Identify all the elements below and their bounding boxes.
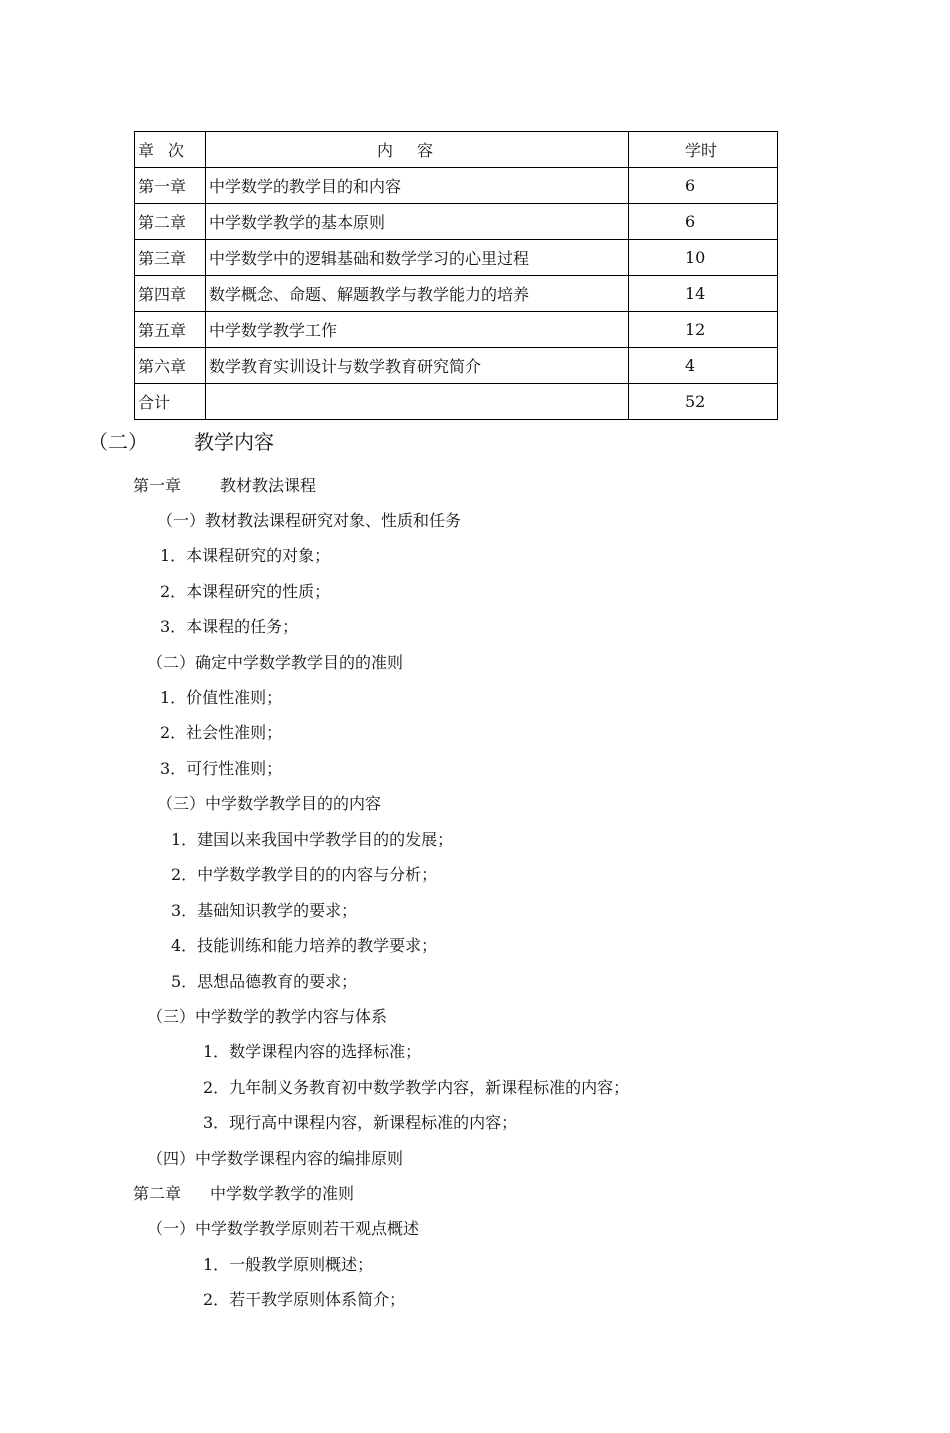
outline-item-text: （一）教材教法课程研究对象、性质和任务 [157, 511, 462, 530]
outline-item-text: 2．若干教学原则体系简介； [203, 1290, 406, 1309]
cell-hours: 4 [629, 348, 778, 384]
cell-chapter: 第一章 [135, 168, 206, 204]
table-row [135, 276, 778, 312]
outline-item-text: 1．数学课程内容的选择标准； [203, 1042, 422, 1061]
table-row [135, 204, 778, 240]
table-row [135, 348, 778, 384]
cell-content: 数学教育实训设计与数学教育研究简介 [206, 348, 629, 384]
outline-item-text: 5．思想品德教育的要求； [171, 972, 358, 991]
outline-item-text: 4．技能训练和能力培养的教学要求； [171, 936, 438, 955]
table-header-row [135, 132, 778, 168]
outline-item [203, 1290, 405, 1310]
cell-content: 数学概念、命题、解题教学与教学能力的培养 [206, 276, 629, 312]
outline-item-text: 2．中学数学教学目的的内容与分析； [171, 865, 438, 884]
outline-item [203, 1078, 629, 1098]
outline-item [147, 1219, 419, 1239]
cell-chapter: 第三章 [135, 240, 206, 276]
cell-hours: 10 [629, 240, 778, 276]
header-chapter: 章次 [135, 132, 206, 168]
outline-item-text: 2．社会性准则； [160, 723, 283, 742]
table-row [135, 168, 778, 204]
cell-chapter: 第四章 [135, 276, 206, 312]
outline-item [147, 653, 403, 673]
cell-chapter-total: 合计 [135, 384, 206, 420]
outline-item [160, 723, 282, 743]
outline-item-text: 3．可行性准则； [160, 759, 283, 778]
outline-item [203, 1042, 421, 1062]
outline-item [171, 830, 453, 850]
cell-content: 中学数学教学的基本原则 [206, 204, 629, 240]
outline-item [160, 617, 298, 637]
outline-item [160, 546, 330, 566]
outline-item [203, 1113, 517, 1133]
outline-item-text: （一）中学数学教学原则若干观点概述 [147, 1219, 420, 1238]
table-row [135, 312, 778, 348]
outline-chapter-title: 教材教法课程 [220, 476, 317, 495]
outline-item-text: （三）中学数学教学目的的内容 [157, 794, 382, 813]
class-hours-table [134, 131, 778, 420]
outline-item-text: 3．本课程的任务； [160, 617, 299, 636]
outline-item-text: 3．基础知识教学的要求； [171, 901, 358, 920]
cell-content: 中学数学中的逻辑基础和数学学习的心里过程 [206, 240, 629, 276]
section-title: 教学内容 [194, 430, 274, 454]
outline-item [157, 511, 461, 531]
outline-item [147, 1007, 387, 1027]
cell-content: 中学数学的教学目的和内容 [206, 168, 629, 204]
outline-item-text: （三）中学数学的教学内容与体系 [147, 1007, 388, 1026]
cell-hours: 6 [629, 204, 778, 240]
header-hours: 学时 [629, 132, 778, 168]
outline-item-text: 第二章 [133, 1184, 182, 1203]
cell-hours-total: 52 [629, 384, 778, 420]
table-row [135, 240, 778, 276]
cell-chapter: 第二章 [135, 204, 206, 240]
outline-item [171, 901, 357, 921]
cell-hours: 12 [629, 312, 778, 348]
outline-item-text: 2．本课程研究的性质； [160, 582, 331, 601]
cell-content: 中学数学教学工作 [206, 312, 629, 348]
cell-content-total [206, 384, 629, 420]
outline-item [171, 936, 437, 956]
cell-hours: 6 [629, 168, 778, 204]
section-heading [88, 426, 274, 455]
outline-item [133, 476, 316, 496]
outline-item [171, 865, 437, 885]
outline-item [203, 1255, 373, 1275]
cell-chapter: 第五章 [135, 312, 206, 348]
outline-item-text: 3．现行高中课程内容，新课程标准的内容； [203, 1113, 518, 1132]
outline-item [171, 972, 357, 992]
outline-item-text: 1．一般教学原则概述； [203, 1255, 374, 1274]
outline-chapter-title: 中学数学教学的准则 [210, 1184, 355, 1203]
cell-chapter: 第六章 [135, 348, 206, 384]
outline-item [133, 1184, 354, 1204]
outline-item [157, 794, 381, 814]
section-number: （二） [88, 430, 148, 454]
outline-item [147, 1149, 403, 1169]
outline-item-text: 1．价值性准则； [160, 688, 283, 707]
header-content: 内容 [206, 132, 629, 168]
outline-item [160, 688, 282, 708]
outline-item-text: 1．本课程研究的对象； [160, 546, 331, 565]
outline-item-text: （二）确定中学数学教学目的的准则 [147, 653, 404, 672]
outline-item-text: 第一章 [133, 476, 182, 495]
outline-item-text: （四）中学数学课程内容的编排原则 [147, 1149, 404, 1168]
outline-item-text: 2．九年制义务教育初中数学教学内容，新课程标准的内容； [203, 1078, 630, 1097]
cell-hours: 14 [629, 276, 778, 312]
outline-item-text: 1．建国以来我国中学教学目的的发展； [171, 830, 454, 849]
outline-item [160, 582, 330, 602]
outline-item [160, 759, 282, 779]
table-row [135, 384, 778, 420]
